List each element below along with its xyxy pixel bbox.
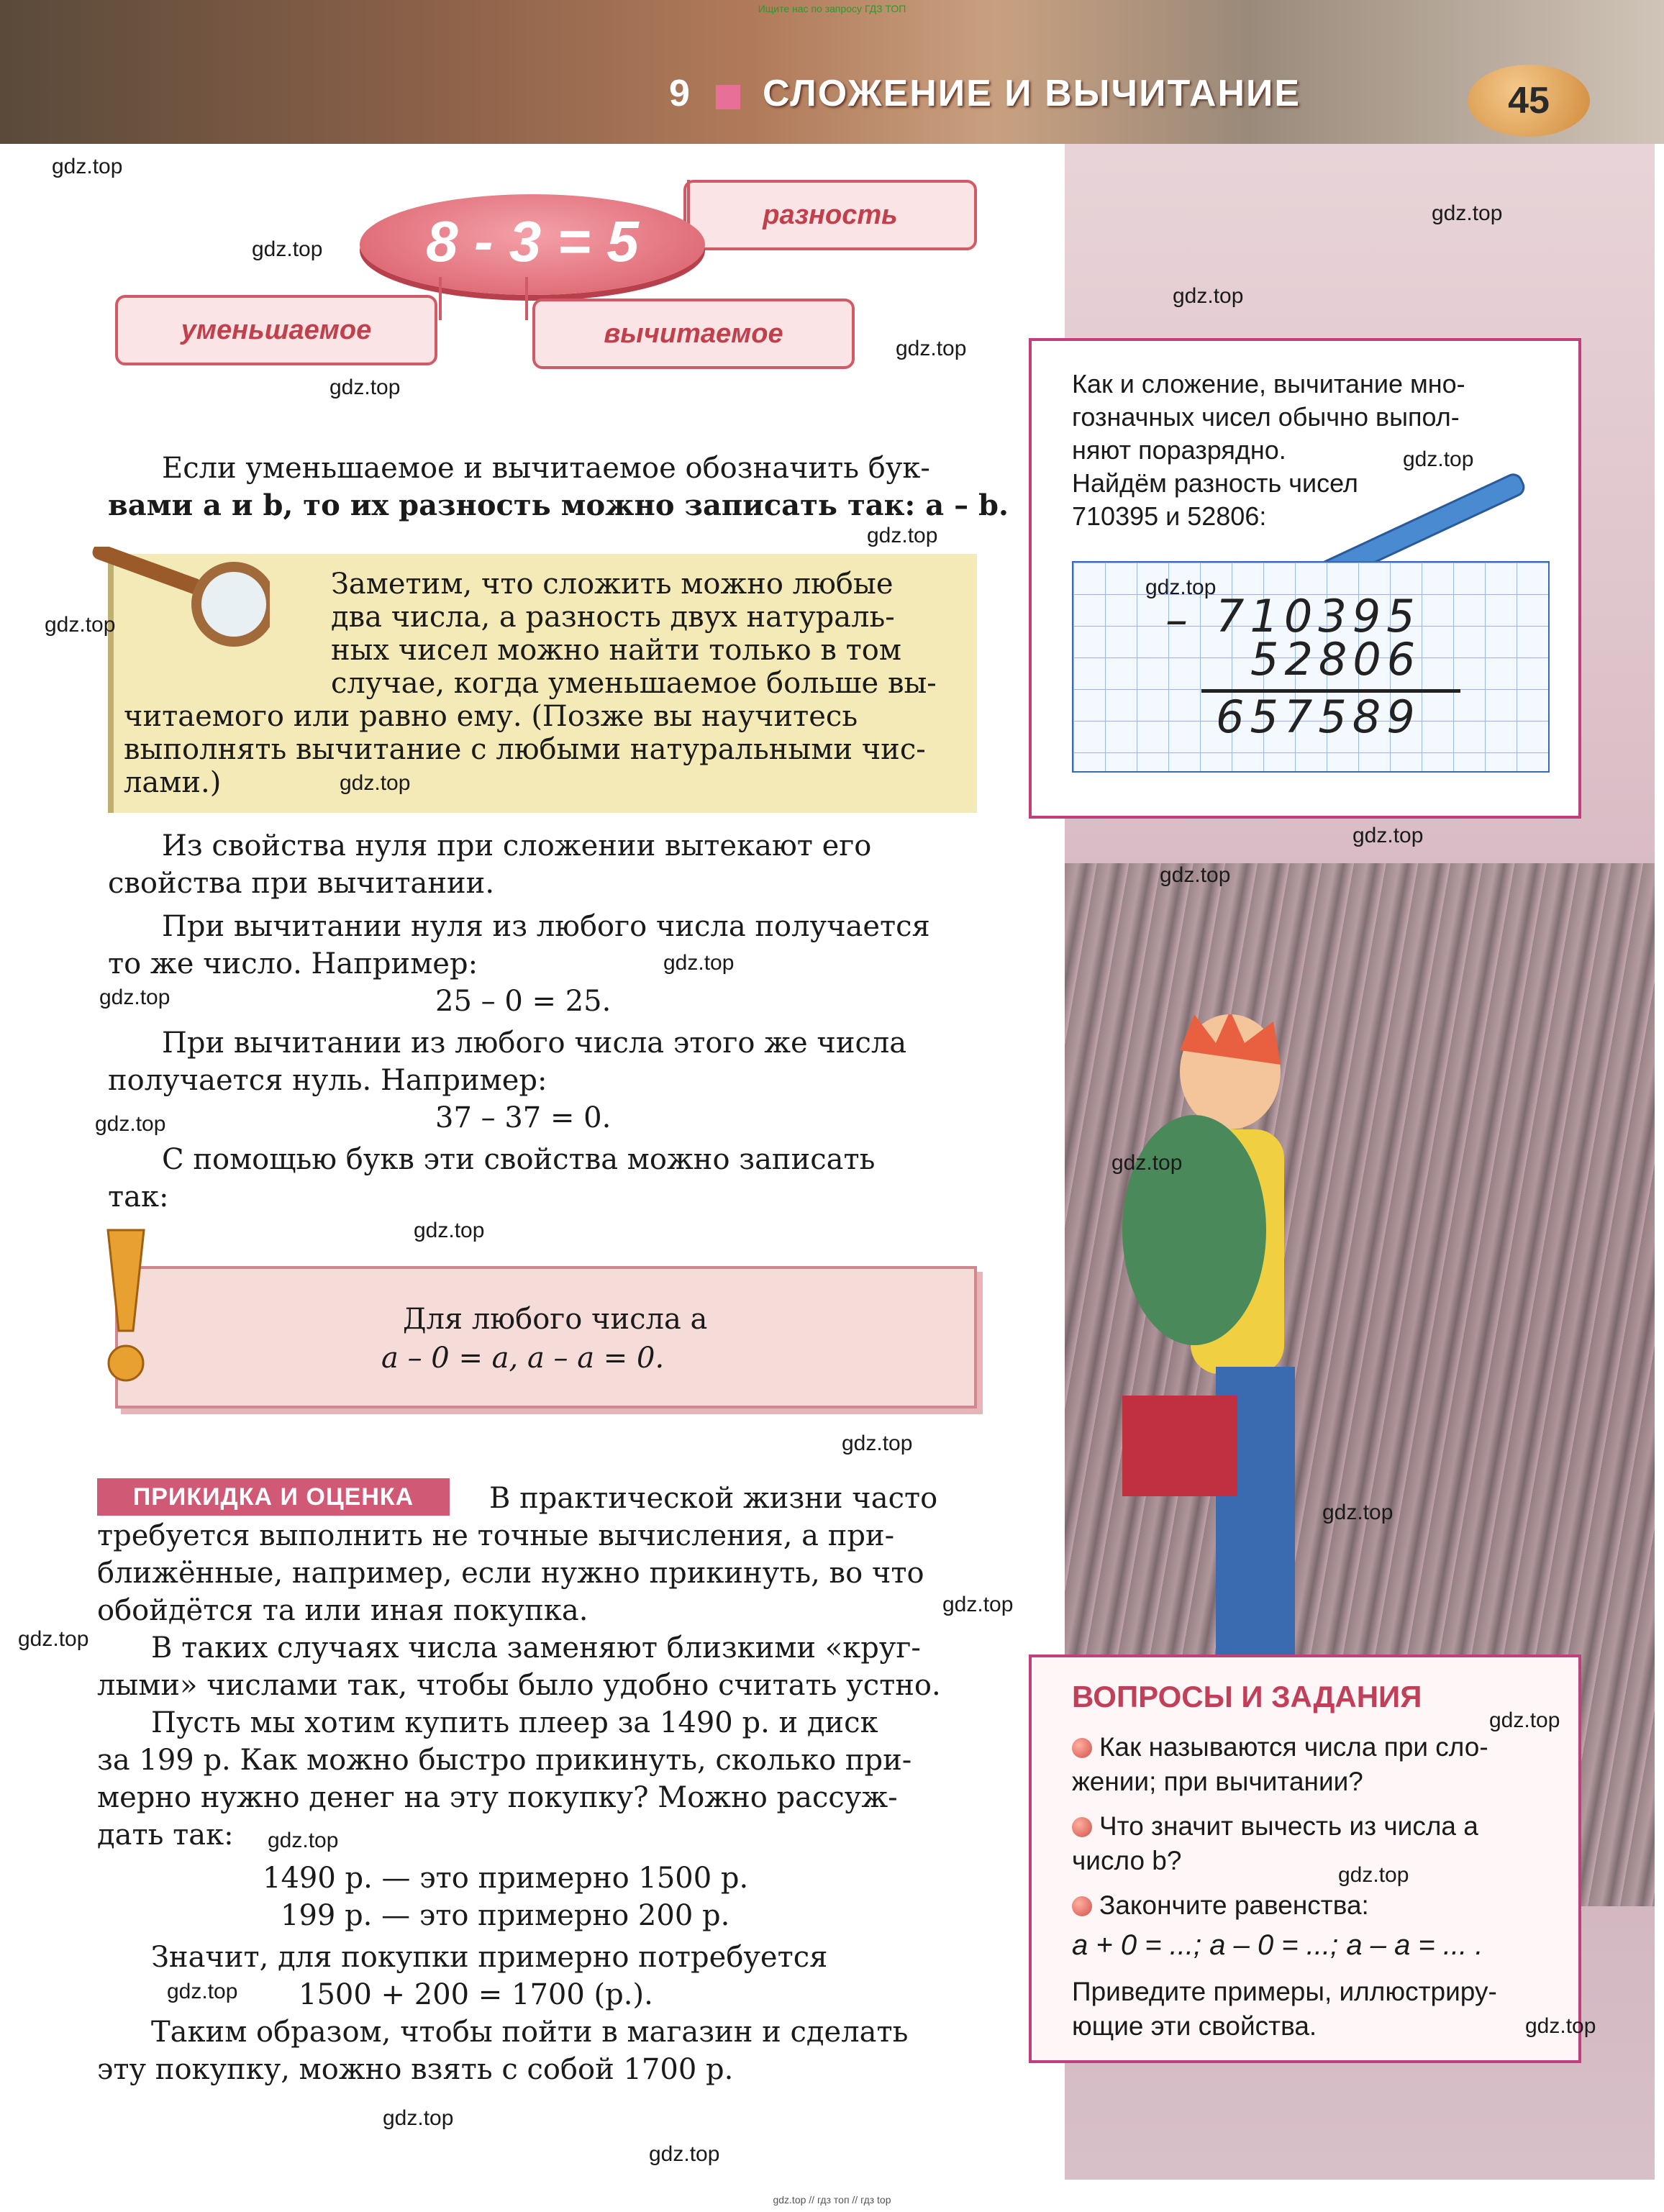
watermark: gdz.top (1173, 284, 1244, 308)
paragraph-line: Таким образом, чтобы пойти в магазин и сделать (151, 2016, 909, 2049)
watermark: gdz.top (649, 2142, 720, 2166)
watermark: gdz.top (1322, 1501, 1394, 1524)
watermark: gdz.top (252, 237, 323, 261)
paragraph-line: ближённые, например, если нужно прикинуть, во что (97, 1557, 924, 1590)
rule-line: Для любого числа a (403, 1303, 708, 1336)
top-hint: Ищите нас по запросу ГДЗ ТОП (758, 3, 906, 14)
example-line: 37 – 37 = 0. (435, 1101, 612, 1134)
watermark: gdz.top (18, 1627, 89, 1651)
result-digits: 657589 (1216, 691, 1421, 743)
example-line: 199 р. — это примерно 200 р. (281, 1899, 730, 1932)
questions-title: ВОПРОСЫ И ЗАДАНИЯ (1072, 1680, 1422, 1713)
question-line: ющие эти свойства. (1072, 2011, 1317, 2041)
question-item: Что значит вычесть из числа a (1072, 1809, 1478, 1844)
watermark: gdz.top (867, 524, 938, 547)
watermark: gdz.top (52, 155, 123, 178)
bullet-icon (1072, 1817, 1092, 1837)
watermark: gdz.top (1525, 2014, 1596, 2038)
paragraph-line: свойства при вычитании. (108, 867, 495, 900)
paragraph-line: Если уменьшаемое и вычитаемое обозначить бук- (162, 452, 930, 485)
watermark: gdz.top (95, 1112, 166, 1136)
watermark: gdz.top (45, 613, 116, 637)
paragraph-line: так: (108, 1180, 169, 1214)
connector-line (525, 277, 528, 320)
paragraph-line: В практической жизни часто (489, 1482, 938, 1515)
question-equation: a + 0 = ...; a – 0 = ...; a – a = ... . (1072, 1929, 1483, 1961)
paragraph-line: то же число. Например: (108, 947, 478, 980)
note-line: случае, когда уменьшаемое больше вы- (331, 667, 937, 700)
magnifier-icon (90, 547, 270, 647)
watermark: gdz.top (896, 337, 967, 360)
watermark: gdz.top (1489, 1708, 1560, 1732)
watermark: gdz.top (1145, 575, 1217, 599)
info-line: гозначных чисел обычно выпол- (1072, 402, 1460, 432)
info-line: няют поразрядно. (1072, 435, 1286, 465)
label-minuend: уменьшаемое (115, 295, 437, 365)
watermark: gdz.top (842, 1432, 913, 1455)
watermark: gdz.top (1432, 201, 1503, 225)
paragraph-line: обойдётся та или иная покупка. (97, 1594, 588, 1627)
paragraph-line: требуется выполнить не точные вычисления, а при- (97, 1519, 895, 1552)
watermark: gdz.top (99, 986, 171, 1009)
bullet-icon (1072, 1896, 1092, 1916)
minus-sign: – (1165, 593, 1194, 646)
info-line: 710395 и 52806: (1072, 501, 1267, 531)
example-line: 1490 р. — это примерно 1500 р. (263, 1862, 749, 1895)
exclamation-icon (101, 1223, 151, 1388)
note-line: Заметим, что сложить можно любые (331, 568, 894, 601)
watermark: gdz.top (1352, 824, 1424, 847)
page-number: 45 (1468, 65, 1590, 137)
paragraph-line: дать так: (97, 1819, 234, 1852)
section-square-icon (716, 85, 740, 109)
note-line: читаемого или равно ему. (Позже вы научитесь (124, 700, 858, 733)
note-line: два числа, а разность двух натураль- (331, 601, 895, 634)
example-line: 1500 + 200 = 1700 (р.). (299, 1978, 653, 2011)
paragraph-line: При вычитании из любого числа этого же числа (162, 1027, 907, 1060)
watermark: gdz.top (1338, 1863, 1409, 1887)
paragraph-line: вами a и b, то их разность можно записать так: a – b. (108, 488, 1009, 522)
watermark: gdz.top (383, 2106, 454, 2130)
watermark: gdz.top (268, 1829, 339, 1852)
paragraph-line: лыми» числами так, чтобы было удобно считать устно. (97, 1669, 941, 1702)
subtrahend-digits: 52806 (1250, 633, 1422, 686)
bullet-icon (1072, 1738, 1092, 1758)
note-line: выполнять вычитание с любыми натуральными чис- (124, 733, 926, 766)
watermark: gdz.top (1111, 1151, 1183, 1175)
estimation-header: ПРИКИДКА И ОЦЕНКА (97, 1478, 450, 1516)
section-number: 9 (669, 73, 690, 114)
question-line: Приведите примеры, иллюстриру- (1072, 1977, 1497, 2006)
watermark: gdz.top (414, 1219, 485, 1242)
paragraph-line: за 199 р. Как можно быстро прикинуть, сколько при- (97, 1744, 912, 1777)
watermark: gdz.top (663, 951, 735, 975)
paragraph-line: В таких случаях числа заменяют близкими «круг- (151, 1631, 921, 1665)
info-line: Найдём разность чисел (1072, 468, 1358, 498)
watermark: gdz.top (942, 1593, 1014, 1616)
question-line: жении; при вычитании? (1072, 1767, 1363, 1796)
paragraph-line: С помощью букв эти свойства можно записать (162, 1143, 876, 1176)
question-item: Закончите равенства: (1072, 1888, 1369, 1923)
watermark: gdz.top (340, 771, 411, 795)
paragraph-line: эту покупку, можно взять с собой 1700 р. (97, 2053, 734, 2086)
info-line: Как и сложение, вычитание мно- (1072, 369, 1465, 399)
watermark: gdz.top (167, 1980, 238, 2003)
paragraph-line: Пусть мы хотим купить плеер за 1490 р. и диск (151, 1706, 878, 1739)
question-item: Как называются числа при сло- (1072, 1730, 1488, 1765)
watermark: gdz.top (1403, 447, 1474, 471)
footer: gdz.top // гдз топ // гдз top (773, 2194, 891, 2206)
connector-line (439, 277, 442, 320)
watermark: gdz.top (1160, 863, 1231, 887)
minuend-digits: 710395 (1216, 590, 1421, 642)
chapter-title: СЛОЖЕНИЕ И ВЫЧИТАНИЕ (763, 73, 1301, 114)
formula-expression: 8 - 3 = 5 (426, 209, 639, 273)
note-line: ных чисел можно найти только в том (331, 634, 901, 667)
rule-line: a – 0 = a, a – a = 0. (381, 1342, 665, 1375)
question-line: число b? (1072, 1846, 1182, 1875)
paragraph-line: Из свойства нуля при сложении вытекают его (162, 829, 872, 863)
note-line: лами.) (124, 766, 222, 799)
watermark: gdz.top (329, 376, 401, 399)
paragraph-line: При вычитании нуля из любого числа получается (162, 910, 930, 943)
paragraph-line: получается нуль. Например: (108, 1064, 547, 1097)
paragraph-line: мерно нужно денег на эту покупку? Можно рассуж- (97, 1781, 898, 1814)
label-difference: разность (683, 180, 977, 250)
paragraph-line: Значит, для покупки примерно потребуется (151, 1941, 828, 1974)
example-line: 25 – 0 = 25. (435, 985, 612, 1018)
label-subtrahend: вычитаемое (532, 299, 855, 369)
